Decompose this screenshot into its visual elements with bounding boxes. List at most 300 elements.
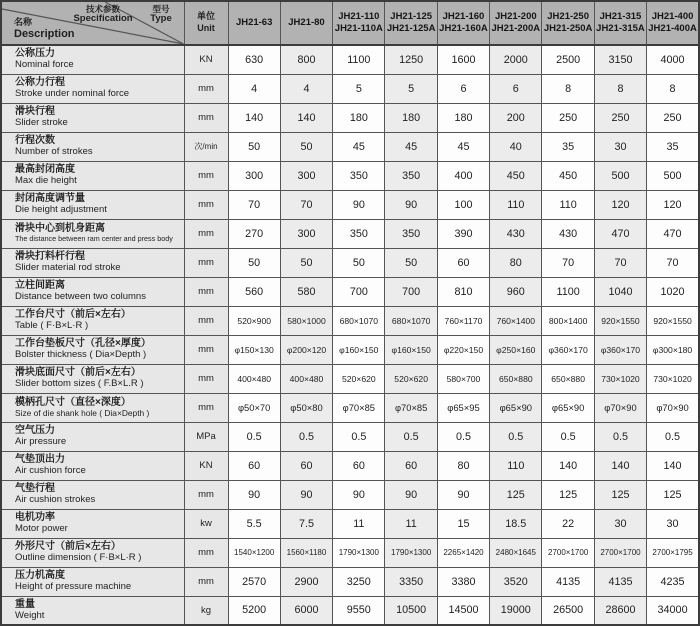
- row-label-en: Motor power: [15, 523, 68, 535]
- spec-value-cell: 730×1020: [647, 364, 699, 393]
- table-row: [1, 219, 699, 248]
- row-label-zh: 气垫行程: [15, 483, 55, 495]
- type-label: [138, 4, 184, 25]
- row-label-cell: [1, 480, 184, 509]
- spec-value-cell: 18.5: [490, 509, 542, 538]
- spec-value-cell: 520×900: [228, 306, 280, 335]
- spec-value-cell: φ65×95: [437, 393, 489, 422]
- spec-table-body: [1, 45, 699, 625]
- spec-value-cell: 800×1400: [542, 306, 594, 335]
- spec-value-cell: 700: [385, 277, 437, 306]
- spec-value-cell: 3350: [385, 567, 437, 596]
- row-label-en: Nominal force: [15, 59, 74, 71]
- unit-cell: mm: [184, 161, 228, 190]
- model-column-header: [385, 1, 437, 45]
- spec-value-cell: 120: [594, 190, 646, 219]
- row-label-en: Size of die shank hole ( Dia×Depth ): [15, 407, 150, 418]
- spec-value-cell: 250: [542, 103, 594, 132]
- spec-value-cell: 120: [647, 190, 699, 219]
- spec-value-cell: 35: [647, 132, 699, 161]
- model-name: JH21-400: [651, 10, 694, 22]
- spec-value-cell: 125: [490, 480, 542, 509]
- specification-label-en: Specification: [73, 13, 133, 25]
- row-label-zh: 压力机高度: [15, 570, 65, 582]
- spec-value-cell: 580×700: [437, 364, 489, 393]
- spec-value-cell: 0.5: [437, 422, 489, 451]
- spec-value-cell: 6: [490, 74, 542, 103]
- row-label-zh: 公称压力: [15, 48, 55, 60]
- unit-cell: mm: [184, 335, 228, 364]
- spec-value-cell: 1790×1300: [385, 538, 437, 567]
- row-label-zh: 滑块打料杆行程: [15, 251, 85, 263]
- row-label-en: Max die height: [15, 175, 77, 187]
- spec-value-cell: φ50×70: [228, 393, 280, 422]
- table-row: [1, 509, 699, 538]
- spec-value-cell: φ65×90: [490, 393, 542, 422]
- spec-value-cell: 2900: [280, 567, 332, 596]
- spec-value-cell: 140: [647, 451, 699, 480]
- row-label-zh: 公称力行程: [15, 77, 65, 89]
- spec-value-cell: 270: [228, 219, 280, 248]
- table-row: [1, 277, 699, 306]
- spec-value-cell: 6: [437, 74, 489, 103]
- spec-value-cell: 5200: [228, 596, 280, 625]
- row-label-cell: [1, 103, 184, 132]
- spec-value-cell: 70: [647, 248, 699, 277]
- spec-value-cell: 500: [647, 161, 699, 190]
- unit-cell: mm: [184, 567, 228, 596]
- spec-value-cell: 6000: [280, 596, 332, 625]
- row-label-cell: [1, 132, 184, 161]
- row-label-zh: 滑块中心到机身距离: [15, 223, 105, 235]
- spec-value-cell: 50: [280, 248, 332, 277]
- spec-value-cell: 400×480: [228, 364, 280, 393]
- description-label-zh: 名称: [14, 17, 33, 27]
- row-label-zh: 重量: [15, 598, 35, 610]
- spec-value-cell: 650×880: [542, 364, 594, 393]
- row-label-cell: [1, 393, 184, 422]
- spec-value-cell: 22: [542, 509, 594, 538]
- spec-value-cell: 50: [228, 248, 280, 277]
- row-label-zh: 立柱间距离: [15, 280, 65, 292]
- spec-value-cell: 60: [437, 248, 489, 277]
- row-label-cell: [1, 422, 184, 451]
- model-name: JH21-200: [494, 10, 537, 22]
- spec-value-cell: 70: [594, 248, 646, 277]
- spec-value-cell: 1790×1300: [333, 538, 385, 567]
- spec-value-cell: 5: [385, 74, 437, 103]
- spec-value-cell: 2700×1795: [647, 538, 699, 567]
- spec-value-cell: φ50×80: [280, 393, 332, 422]
- row-label-zh: 滑块行程: [15, 106, 55, 118]
- spec-value-cell: 1600: [437, 45, 489, 74]
- unit-cell: 次/min: [184, 132, 228, 161]
- row-label-cell: [1, 306, 184, 335]
- spec-value-cell: 60: [228, 451, 280, 480]
- spec-value-cell: 700: [333, 277, 385, 306]
- table-row: [1, 451, 699, 480]
- row-label-en: Air cushion force: [15, 465, 86, 477]
- spec-value-cell: 580: [280, 277, 332, 306]
- model-name: JH21-200A: [491, 23, 541, 34]
- unit-cell: kw: [184, 509, 228, 538]
- spec-value-cell: 1540×1200: [228, 538, 280, 567]
- spec-value-cell: 2700×1700: [542, 538, 594, 567]
- spec-value-cell: 9550: [333, 596, 385, 625]
- row-label-cell: [1, 567, 184, 596]
- spec-value-cell: 26500: [542, 596, 594, 625]
- spec-value-cell: 15: [437, 509, 489, 538]
- row-label-en: Slider bottom sizes ( F.B×L.R ): [15, 378, 144, 390]
- unit-cell: KN: [184, 45, 228, 74]
- unit-header-zh: 单位: [196, 11, 215, 22]
- spec-value-cell: 250: [647, 103, 699, 132]
- spec-value-cell: 140: [228, 103, 280, 132]
- spec-value-cell: φ65×90: [542, 393, 594, 422]
- spec-value-cell: 350: [333, 219, 385, 248]
- table-row: [1, 393, 699, 422]
- spec-value-cell: 400: [437, 161, 489, 190]
- spec-value-cell: 90: [437, 480, 489, 509]
- unit-cell: KN: [184, 451, 228, 480]
- row-label-zh: 行程次数: [15, 135, 55, 147]
- spec-value-cell: φ70×90: [647, 393, 699, 422]
- row-label-cell: [1, 190, 184, 219]
- spec-value-cell: 28600: [594, 596, 646, 625]
- spec-value-cell: 45: [437, 132, 489, 161]
- spec-value-cell: φ70×85: [333, 393, 385, 422]
- row-label-cell: [1, 277, 184, 306]
- model-column-header: [280, 1, 332, 45]
- unit-cell: mm: [184, 219, 228, 248]
- row-label-en: Distance between two columns: [15, 291, 146, 303]
- row-label-en: Height of pressure machine: [15, 581, 132, 593]
- row-label-en: Air cushion strokes: [15, 494, 96, 506]
- spec-value-cell: 2480×1645: [490, 538, 542, 567]
- spec-value-cell: 90: [280, 480, 332, 509]
- spec-value-cell: 680×1070: [385, 306, 437, 335]
- spec-value-cell: 0.5: [542, 422, 594, 451]
- model-name: JH21-63: [235, 16, 273, 28]
- table-row: [1, 103, 699, 132]
- unit-header-en: Unit: [197, 23, 215, 33]
- spec-value-cell: 810: [437, 277, 489, 306]
- type-label-en: Type: [150, 13, 172, 25]
- row-label-cell: [1, 538, 184, 567]
- row-label-zh: 空气压力: [15, 425, 55, 437]
- spec-value-cell: φ360×170: [542, 335, 594, 364]
- spec-value-cell: 4000: [647, 45, 699, 74]
- model-name: JH21-400A: [648, 23, 697, 34]
- unit-cell: mm: [184, 190, 228, 219]
- row-label-en: Outline dimension ( F·B×L·R ): [15, 552, 142, 564]
- row-label-cell: [1, 364, 184, 393]
- spec-value-cell: 470: [647, 219, 699, 248]
- row-label-zh: 滑块底面尺寸（前后×左右）: [15, 367, 141, 379]
- row-label-cell: [1, 335, 184, 364]
- row-label-en: Table ( F·B×L·R ): [15, 320, 89, 332]
- spec-value-cell: φ360×170: [594, 335, 646, 364]
- spec-value-cell: φ70×90: [594, 393, 646, 422]
- table-row: [1, 306, 699, 335]
- spec-value-cell: 0.5: [647, 422, 699, 451]
- spec-value-cell: φ70×85: [385, 393, 437, 422]
- spec-value-cell: 35: [542, 132, 594, 161]
- corner-wrap: [2, 2, 184, 44]
- spec-value-cell: 125: [594, 480, 646, 509]
- spec-value-cell: 0.5: [228, 422, 280, 451]
- table-row: [1, 248, 699, 277]
- unit-cell: mm: [184, 248, 228, 277]
- row-label-cell: [1, 161, 184, 190]
- spec-value-cell: 920×1550: [594, 306, 646, 335]
- model-column-header: [542, 1, 594, 45]
- row-label-en: Die height adjustment: [15, 204, 107, 216]
- spec-value-cell: 3250: [333, 567, 385, 596]
- table-row: [1, 422, 699, 451]
- row-label-cell: [1, 596, 184, 625]
- spec-value-cell: 125: [542, 480, 594, 509]
- table-row: [1, 364, 699, 393]
- spec-value-cell: 140: [542, 451, 594, 480]
- spec-value-cell: 960: [490, 277, 542, 306]
- unit-cell: mm: [184, 103, 228, 132]
- spec-value-cell: 500: [594, 161, 646, 190]
- row-label-en: Weight: [15, 609, 45, 621]
- model-column-header: [333, 1, 385, 45]
- spec-value-cell: 2570: [228, 567, 280, 596]
- spec-value-cell: 30: [647, 509, 699, 538]
- spec-value-cell: 390: [437, 219, 489, 248]
- spec-value-cell: 100: [437, 190, 489, 219]
- row-label-zh: 模柄孔尺寸（直径×深度）: [15, 396, 131, 408]
- corner-header-cell: [1, 1, 184, 45]
- spec-value-cell: 760×1170: [437, 306, 489, 335]
- row-label-cell: [1, 451, 184, 480]
- row-label-zh: 工作台垫板尺寸（孔径×厚度）: [15, 338, 151, 350]
- table-row: [1, 596, 699, 625]
- spec-value-cell: 3380: [437, 567, 489, 596]
- spec-value-cell: 8: [647, 74, 699, 103]
- spec-value-cell: 50: [333, 248, 385, 277]
- description-label-en: Description: [14, 27, 75, 40]
- spec-value-cell: 60: [280, 451, 332, 480]
- unit-cell: mm: [184, 393, 228, 422]
- table-row: [1, 538, 699, 567]
- spec-value-cell: 350: [385, 219, 437, 248]
- spec-value-cell: 760×1400: [490, 306, 542, 335]
- row-label-en: Number of strokes: [15, 146, 93, 158]
- spec-value-cell: 5.5: [228, 509, 280, 538]
- spec-value-cell: 730×1020: [594, 364, 646, 393]
- spec-value-cell: 50: [280, 132, 332, 161]
- spec-value-cell: 1250: [385, 45, 437, 74]
- unit-cell: mm: [184, 277, 228, 306]
- row-label-en: Slider stroke: [15, 117, 68, 129]
- spec-value-cell: 34000: [647, 596, 699, 625]
- table-row: [1, 132, 699, 161]
- spec-value-cell: 680×1070: [333, 306, 385, 335]
- spec-value-cell: 560: [228, 277, 280, 306]
- spec-value-cell: 430: [490, 219, 542, 248]
- row-label-cell: [1, 74, 184, 103]
- spec-value-cell: 40: [490, 132, 542, 161]
- spec-value-cell: 8: [594, 74, 646, 103]
- spec-value-cell: 300: [228, 161, 280, 190]
- row-label-zh: 外形尺寸（前后×左右）: [15, 541, 121, 553]
- spec-value-cell: 0.5: [333, 422, 385, 451]
- spec-value-cell: 180: [333, 103, 385, 132]
- spec-value-cell: 11: [333, 509, 385, 538]
- row-label-cell: [1, 45, 184, 74]
- spec-value-cell: 50: [228, 132, 280, 161]
- spec-value-cell: 350: [333, 161, 385, 190]
- spec-value-cell: 200: [490, 103, 542, 132]
- spec-value-cell: 1020: [647, 277, 699, 306]
- spec-value-cell: φ160×150: [333, 335, 385, 364]
- spec-value-cell: 250: [594, 103, 646, 132]
- spec-value-cell: 0.5: [594, 422, 646, 451]
- spec-value-cell: 140: [594, 451, 646, 480]
- spec-value-cell: 110: [490, 190, 542, 219]
- unit-cell: mm: [184, 538, 228, 567]
- model-name: JH21-315: [599, 10, 642, 22]
- spec-value-cell: 3150: [594, 45, 646, 74]
- spec-value-cell: 45: [333, 132, 385, 161]
- spec-value-cell: 90: [385, 480, 437, 509]
- unit-cell: mm: [184, 306, 228, 335]
- spec-value-cell: 520×620: [333, 364, 385, 393]
- spec-value-cell: 180: [385, 103, 437, 132]
- spec-value-cell: 80: [437, 451, 489, 480]
- spec-value-cell: 4: [280, 74, 332, 103]
- spec-value-cell: 2000: [490, 45, 542, 74]
- spec-value-cell: 10500: [385, 596, 437, 625]
- row-label-zh: 工作台尺寸（前后×左右）: [15, 309, 131, 321]
- model-name: JH21-160A: [439, 23, 488, 34]
- model-column-header: [647, 1, 699, 45]
- row-label-zh: 最高封闭高度: [15, 164, 75, 176]
- model-name: JH21-80: [288, 16, 325, 28]
- spec-value-cell: 125: [647, 480, 699, 509]
- model-name: JH21-250A: [543, 23, 593, 34]
- description-label: [14, 17, 75, 40]
- spec-value-cell: 1100: [333, 45, 385, 74]
- header-row: [1, 1, 699, 45]
- spec-value-cell: 45: [385, 132, 437, 161]
- spec-value-cell: 1100: [542, 277, 594, 306]
- row-label-en: Air pressure: [15, 436, 67, 448]
- spec-value-cell: φ150×130: [228, 335, 280, 364]
- table-row: [1, 480, 699, 509]
- table-row: [1, 190, 699, 219]
- spec-value-cell: 580×1000: [280, 306, 332, 335]
- spec-value-cell: 80: [490, 248, 542, 277]
- spec-value-cell: 630: [228, 45, 280, 74]
- row-label-cell: [1, 248, 184, 277]
- spec-value-cell: 0.5: [490, 422, 542, 451]
- spec-value-cell: 4235: [647, 567, 699, 596]
- spec-value-cell: 450: [490, 161, 542, 190]
- spec-value-cell: 300: [280, 219, 332, 248]
- spec-value-cell: 0.5: [280, 422, 332, 451]
- model-name: JH21-125: [390, 10, 433, 22]
- row-label-zh: 电机功率: [15, 512, 55, 524]
- spec-value-cell: 110: [542, 190, 594, 219]
- spec-value-cell: 5: [333, 74, 385, 103]
- spec-value-cell: 470: [594, 219, 646, 248]
- model-name: JH21-110A: [334, 23, 383, 34]
- model-name: JH21-315A: [596, 23, 645, 34]
- spec-value-cell: φ250×160: [490, 335, 542, 364]
- spec-value-cell: 2700×1700: [594, 538, 646, 567]
- spec-value-cell: 0.5: [385, 422, 437, 451]
- spec-value-cell: 7.5: [280, 509, 332, 538]
- spec-value-cell: 180: [437, 103, 489, 132]
- model-column-header: [490, 1, 542, 45]
- unit-column-header: [184, 1, 228, 45]
- table-row: [1, 567, 699, 596]
- unit-cell: mm: [184, 74, 228, 103]
- spec-value-cell: φ160×150: [385, 335, 437, 364]
- spec-value-cell: 4135: [594, 567, 646, 596]
- model-column-header: [228, 1, 280, 45]
- spec-value-cell: 110: [490, 451, 542, 480]
- table-row: [1, 74, 699, 103]
- spec-value-cell: 2265×1420: [437, 538, 489, 567]
- spec-value-cell: 4: [228, 74, 280, 103]
- row-label-zh: 封闭高度调节量: [15, 193, 85, 205]
- spec-value-cell: 90: [385, 190, 437, 219]
- spec-value-cell: 1560×1180: [280, 538, 332, 567]
- spec-value-cell: 50: [385, 248, 437, 277]
- spec-value-cell: 650×880: [490, 364, 542, 393]
- spec-value-cell: 300: [280, 161, 332, 190]
- model-column-header: [437, 1, 489, 45]
- spec-value-cell: 90: [228, 480, 280, 509]
- row-label-en: The distance between ram center and press body: [15, 234, 173, 244]
- row-label-en: Slider material rod stroke: [15, 262, 121, 274]
- spec-value-cell: 350: [385, 161, 437, 190]
- spec-value-cell: 14500: [437, 596, 489, 625]
- model-name: JH21-110: [338, 10, 380, 22]
- row-label-cell: [1, 219, 184, 248]
- table-row: [1, 45, 699, 74]
- unit-cell: mm: [184, 480, 228, 509]
- spec-value-cell: 450: [542, 161, 594, 190]
- spec-value-cell: 520×620: [385, 364, 437, 393]
- spec-value-cell: 11: [385, 509, 437, 538]
- spec-value-cell: 70: [280, 190, 332, 219]
- spec-value-cell: 4135: [542, 567, 594, 596]
- model-name: JH21-160: [442, 10, 485, 22]
- spec-value-cell: φ220×150: [437, 335, 489, 364]
- spec-value-cell: 430: [542, 219, 594, 248]
- spec-value-cell: 90: [333, 480, 385, 509]
- specification-label-zh: 技术参数: [85, 4, 120, 14]
- spec-value-cell: 60: [333, 451, 385, 480]
- spec-value-cell: φ300×180: [647, 335, 699, 364]
- unit-cell: MPa: [184, 422, 228, 451]
- spec-value-cell: 70: [542, 248, 594, 277]
- spec-value-cell: 60: [385, 451, 437, 480]
- spec-value-cell: 2500: [542, 45, 594, 74]
- row-label-en: Stroke under nominal force: [15, 88, 130, 100]
- row-label-en: Bolster thickness ( Dia×Depth ): [15, 349, 147, 361]
- spec-value-cell: 400×480: [280, 364, 332, 393]
- spec-value-cell: 30: [594, 509, 646, 538]
- spec-value-cell: 70: [228, 190, 280, 219]
